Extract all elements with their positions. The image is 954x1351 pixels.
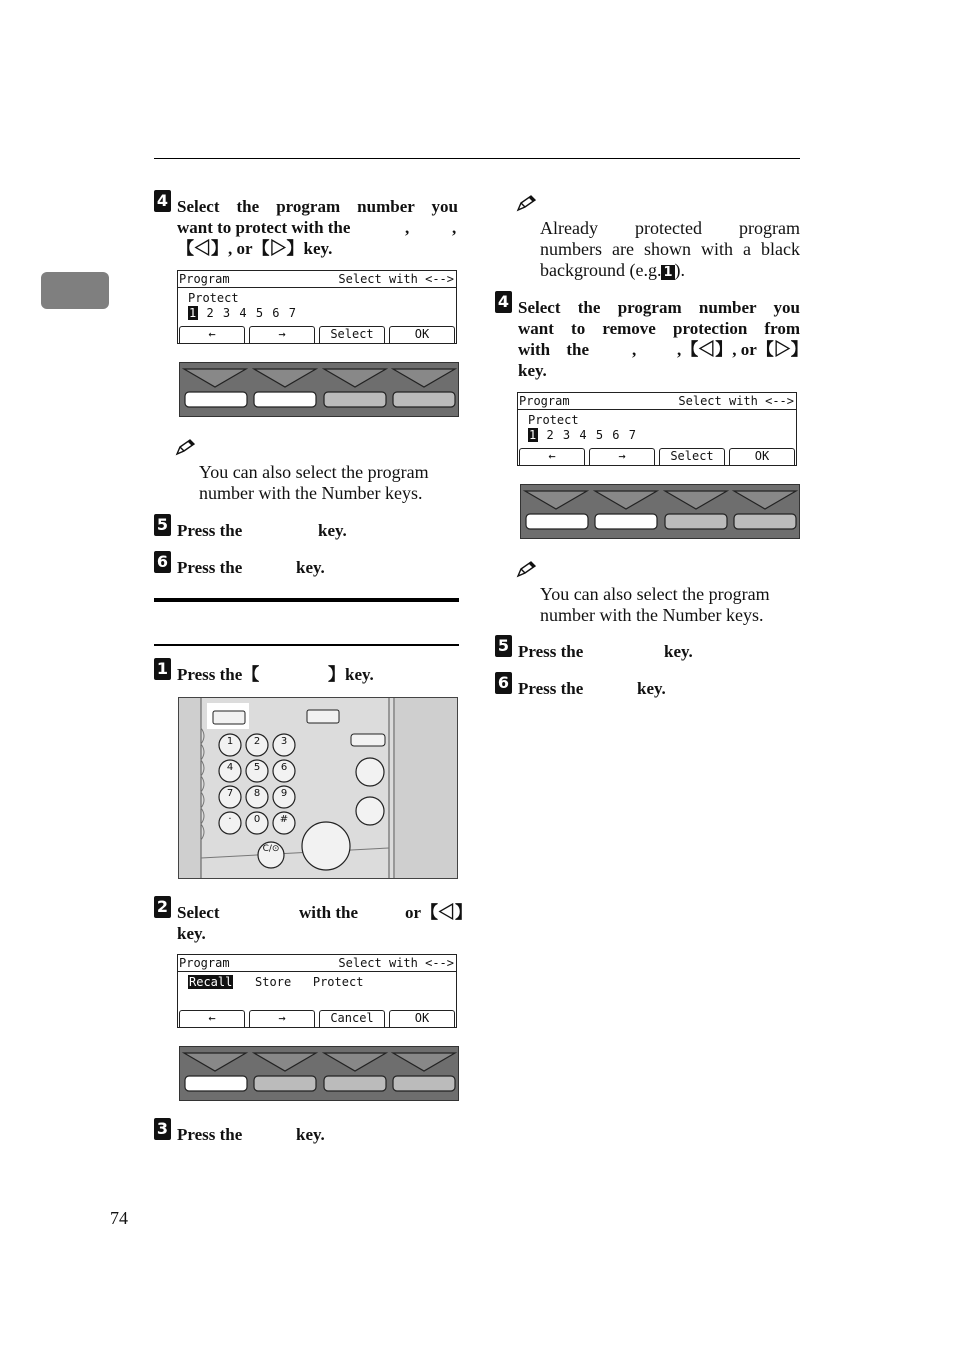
pencil-note-icon: [175, 438, 197, 456]
lcd-softkeys: [518, 448, 796, 465]
note-text: You can also select the program number with the Number keys.: [540, 584, 770, 625]
arrow-down-icon: [665, 491, 727, 509]
lcd-program-numbers: [188, 306, 297, 320]
step-text: key.: [296, 1125, 325, 1144]
step-text: ,【◁】, or【▷】: [677, 340, 808, 359]
softkey-ok[interactable]: OK: [389, 326, 455, 343]
top-rule: [154, 158, 800, 159]
lcd-hint: Select with <-->: [338, 272, 454, 286]
pencil-note-icon: [516, 560, 538, 578]
step-number: 6: [495, 672, 512, 694]
arrow-down-icon: [525, 491, 587, 509]
step-text: Select: [177, 903, 220, 922]
arrow-down-icon: [734, 491, 796, 509]
lcd-title: Program: [179, 956, 230, 970]
softkey-ok[interactable]: OK: [729, 448, 795, 465]
chapter-tab: [41, 272, 109, 309]
softkey-left[interactable]: ←: [519, 448, 585, 465]
pencil-note-icon: [516, 194, 538, 212]
lcd-panel: [517, 392, 797, 466]
keypad-digit: 7: [226, 788, 234, 799]
arrow-down-icon: [184, 1053, 246, 1071]
step-text: 】key.: [328, 665, 374, 684]
lcd-panel: [177, 270, 457, 344]
softkey-right[interactable]: →: [589, 448, 655, 465]
arrow-down-icon: [595, 491, 657, 509]
step-text: 【◁】, or【▷】key.: [177, 239, 333, 258]
step-text: Press the: [177, 558, 243, 577]
control-panel-illustration: [178, 697, 458, 879]
lcd-header: [518, 393, 796, 410]
arrow-down-icon: [324, 369, 386, 387]
step-text: key.: [296, 558, 325, 577]
selection-keys: [520, 484, 800, 539]
lcd-panel: [177, 954, 457, 1028]
clear-key-label: C/⊙: [262, 844, 280, 854]
arrow-down-icon: [393, 369, 455, 387]
step-number: 2: [154, 896, 171, 918]
keypad-digit: ·: [228, 814, 232, 825]
menu-item-protect[interactable]: Protect: [312, 975, 364, 989]
keypad-digit: 9: [280, 788, 288, 799]
step-number: 3: [154, 1118, 171, 1140]
arrow-down-icon: [184, 369, 246, 387]
keypad-digit: 0: [253, 814, 261, 825]
keypad-digit: 2: [253, 736, 261, 747]
note-end: ).: [674, 260, 686, 280]
step-text: key.: [518, 361, 547, 380]
softkey-ok[interactable]: OK: [389, 1010, 455, 1027]
softkey-left[interactable]: ←: [179, 326, 245, 343]
step-text: with the: [299, 903, 359, 922]
lcd-menu: [188, 975, 363, 989]
lcd-program-numbers: [528, 428, 637, 442]
softkey-select[interactable]: Select: [659, 448, 725, 465]
lcd-header: [178, 955, 456, 972]
arrow-down-icon: [393, 1053, 455, 1071]
arrow-down-icon: [254, 1053, 316, 1071]
step-text: key.: [177, 924, 206, 943]
softkey-select[interactable]: Select: [319, 326, 385, 343]
example-number: 1: [663, 265, 673, 280]
lcd-hint: Select with <-->: [338, 956, 454, 970]
softkey-right[interactable]: →: [249, 326, 315, 343]
lcd-hint: Select with <-->: [678, 394, 794, 408]
lcd-softkeys: [178, 326, 456, 343]
page-number: 74: [110, 1208, 128, 1228]
step-text: Press the【: [177, 665, 260, 684]
lcd-label: Protect: [528, 413, 579, 427]
softkey-right[interactable]: →: [249, 1010, 315, 1027]
step-number: 6: [154, 551, 171, 573]
lcd-label: Protect: [188, 291, 239, 305]
step-text: ,: [632, 340, 637, 359]
step-text: Press the: [177, 521, 243, 540]
step-text: key.: [318, 521, 347, 540]
keypad-digit: 5: [253, 762, 261, 773]
selected-number: 1: [529, 428, 538, 442]
program-numbers: 2 3 4 5 6 7: [546, 428, 637, 442]
step-text: Select the program number you: [518, 298, 800, 317]
step-number: 1: [154, 658, 171, 680]
selected-number: 1: [189, 306, 198, 320]
menu-item-store[interactable]: Store: [255, 975, 292, 989]
lcd-softkeys: [178, 1010, 456, 1027]
keypad-digit: 6: [280, 762, 288, 773]
arrow-down-icon: [254, 369, 316, 387]
step-text: key.: [637, 679, 666, 698]
step-text: want to remove protection from: [518, 319, 800, 338]
arrow-down-icon: [324, 1053, 386, 1071]
step-text: Press the: [518, 679, 584, 698]
keypad-digit: #: [279, 814, 289, 825]
step-text: with the: [518, 340, 590, 359]
selection-keys: [179, 362, 459, 417]
step-number: 4: [495, 291, 512, 313]
note-body: Already protected program numbers are shown with a black background (e.g.: [540, 218, 800, 280]
step-number: 4: [154, 190, 171, 212]
step-text: Select the program number you: [177, 197, 458, 216]
step-text: key.: [664, 642, 693, 661]
section-rule-thick: [154, 598, 459, 602]
step-text: or【◁】: [405, 903, 473, 922]
note-text: [540, 218, 800, 283]
keypad-digit: 3: [280, 736, 288, 747]
step-text: ,: [405, 218, 410, 237]
lcd-header: [178, 271, 456, 288]
softkey-cancel[interactable]: Cancel: [319, 1010, 385, 1027]
lcd-title: Program: [179, 272, 230, 286]
step-text: Press the: [518, 642, 584, 661]
lcd-title: Program: [519, 394, 570, 408]
menu-item-recall[interactable]: Recall: [189, 975, 233, 989]
softkey-left[interactable]: ←: [179, 1010, 245, 1027]
keypad-digit: 8: [253, 788, 261, 799]
keypad-digit: 4: [226, 762, 234, 773]
step-text: want to protect with the: [177, 218, 351, 237]
section-rule-thin: [154, 644, 459, 646]
step-number: 5: [154, 514, 171, 536]
step-number: 5: [495, 635, 512, 657]
step-text: ,: [452, 218, 457, 237]
keypad-digit: 1: [226, 736, 234, 747]
note-text: You can also select the program number with the Number keys.: [199, 462, 429, 503]
selection-keys: [179, 1046, 459, 1101]
step-text: Press the: [177, 1125, 243, 1144]
program-numbers: 2 3 4 5 6 7: [206, 306, 297, 320]
